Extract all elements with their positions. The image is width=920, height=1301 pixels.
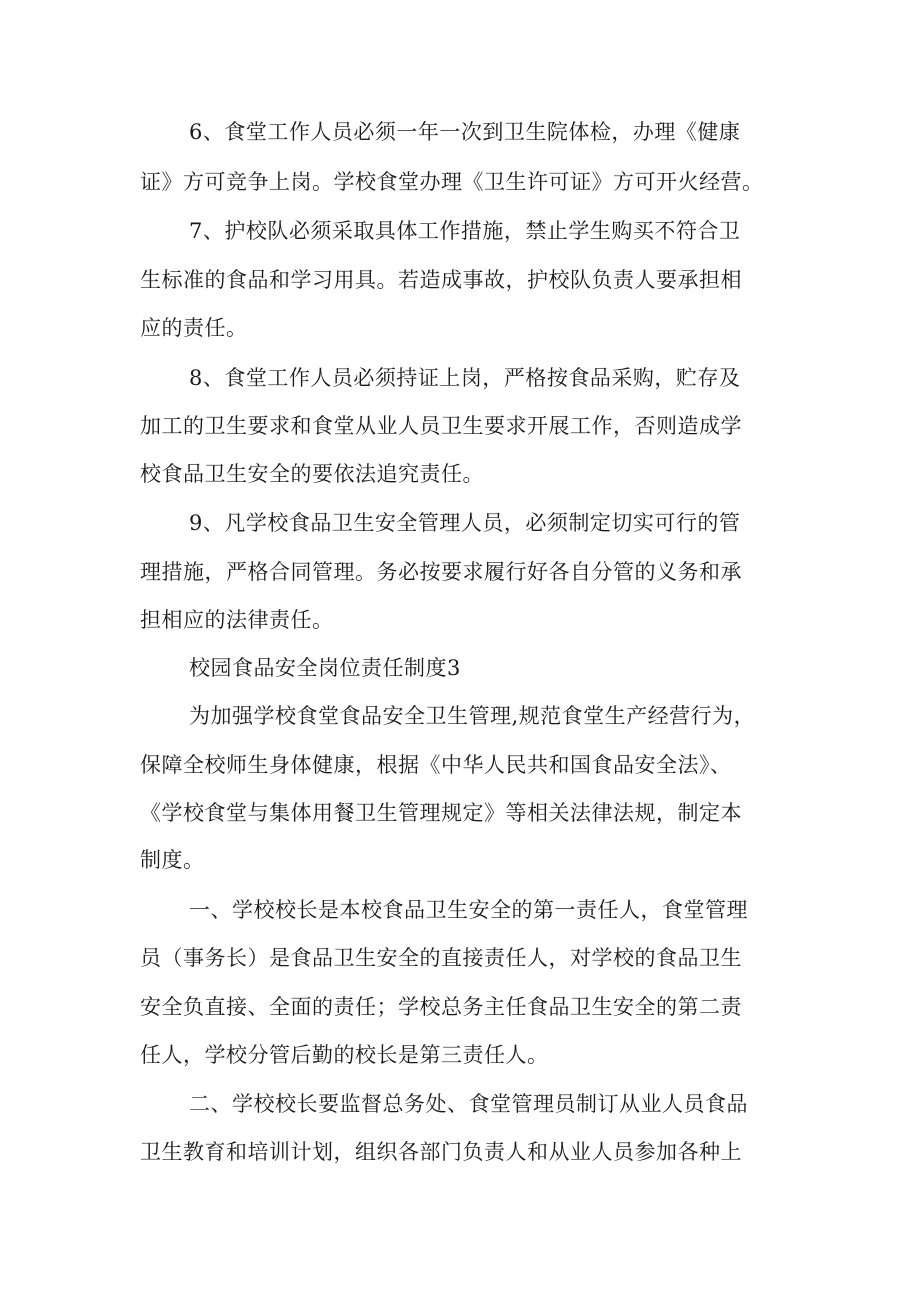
item-1-line-2: 员（事务长）是食品卫生安全的直接责任人，对学校的食品卫生 <box>140 946 742 970</box>
paragraph-8-line-1: 8、食堂工作人员必须持证上岗，严格按食品采购，贮存及 <box>189 366 741 390</box>
intro-line-3: 《学校食堂与集体用餐卫生管理规定》等相关法律法规，制定本 <box>140 801 742 825</box>
section-title: 校园食品安全岗位责任制度3 <box>189 656 461 680</box>
paragraph-7-line-2: 生标准的食品和学习用具。若造成事故，护校队负责人要承担相 <box>140 268 742 292</box>
intro-line-1: 为加强学校食堂食品安全卫生管理,规范食堂生产经营行为， <box>189 704 756 728</box>
item-1-line-3: 安全负直接、全面的责任；学校总务主任食品卫生安全的第二责 <box>140 995 742 1019</box>
intro-line-4: 制度。 <box>140 848 205 872</box>
paragraph-6-line-2: 证》方可竞争上岗。学校食堂办理《卫生许可证》方可开火经营。 <box>140 170 764 194</box>
paragraph-9-line-1: 9、凡学校食品卫生安全管理人员，必须制定切实可行的管 <box>189 511 741 535</box>
paragraph-8-line-3: 校食品卫生安全的要依法追究责任。 <box>140 462 484 486</box>
paragraph-8-line-2: 加工的卫生要求和食堂从业人员卫生要求开展工作，否则造成学 <box>140 414 742 438</box>
paragraph-9-line-2: 理措施，严格合同管理。务必按要求履行好各自分管的义务和承 <box>140 560 742 584</box>
item-2-line-2: 卫生教育和培训计划，组织各部门负责人和从业人员参加各种上 <box>140 1140 742 1164</box>
paragraph-6-line-1: 6、食堂工作人员必须一年一次到卫生院体检，办理《健康 <box>189 120 741 144</box>
item-1-line-4: 任人，学校分管后勤的校长是第三责任人。 <box>140 1043 549 1067</box>
paragraph-7-line-1: 7、护校队必须采取具体工作措施，禁止学生购买不符合卫 <box>189 219 741 243</box>
item-2-line-1: 二、学校校长要监督总务处、食堂管理员制订从业人员食品 <box>189 1092 748 1116</box>
paragraph-7-line-3: 应的责任。 <box>140 316 248 340</box>
intro-line-2: 保障全校师生身体健康，根据《中华人民共和国食品安全法》、 <box>140 753 732 777</box>
item-1-line-1: 一、学校校长是本校食品卫生安全的第一责任人，食堂管理 <box>189 898 748 922</box>
paragraph-9-line-3: 担相应的法律责任。 <box>140 608 334 632</box>
